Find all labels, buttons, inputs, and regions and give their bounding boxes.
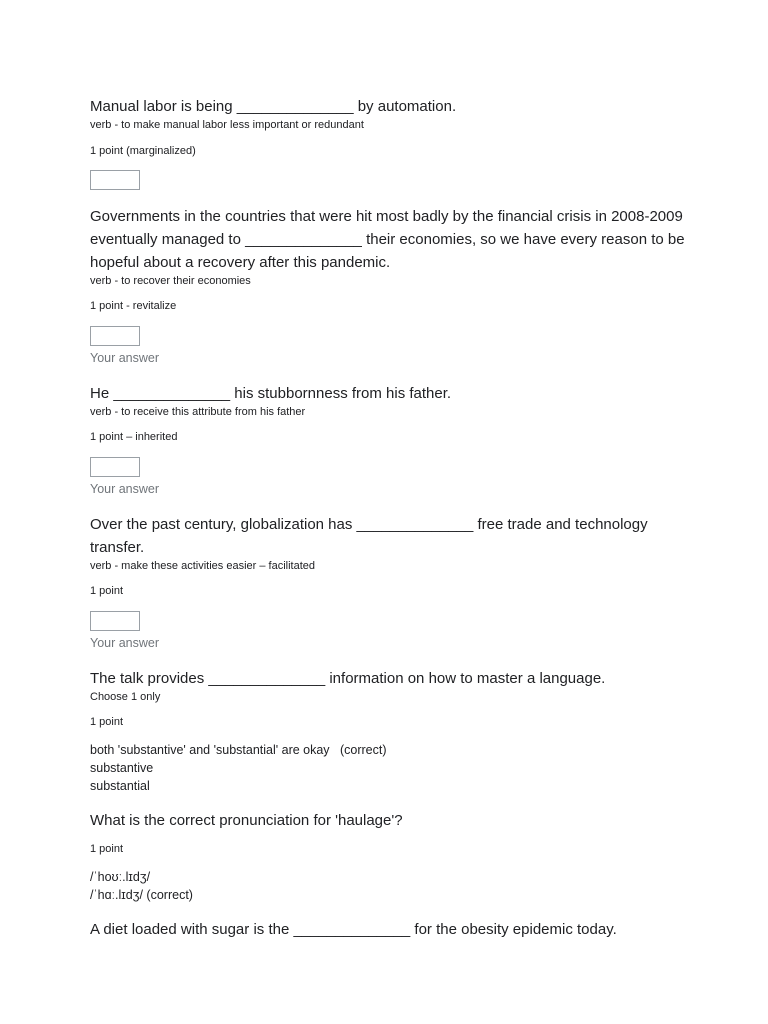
quiz-form bbox=[90, 95, 690, 941]
question-7 bbox=[90, 918, 690, 941]
answer-placeholder: Your answer bbox=[90, 351, 160, 365]
question-2 bbox=[90, 205, 690, 366]
option-item[interactable]: both 'substantive' and 'substantial' are okay (correct) bbox=[90, 743, 387, 757]
answer-input[interactable] bbox=[90, 170, 140, 190]
question-title: Governments in the countries that were hit most badly by the financial crisis in 2008-2009 eventually managed to ______________ their economies, so we have every reason to be hopeful about a recovery after this pandemic. bbox=[90, 208, 685, 271]
question-description: Choose 1 only bbox=[90, 691, 161, 703]
question-title: A diet loaded with sugar is the ______________ for the obesity epidemic today. bbox=[90, 921, 617, 938]
question-title: He ______________ his stubbornness from his father. bbox=[90, 385, 452, 402]
option-item[interactable]: /ˈhɑː.lɪdʒ/ (correct) bbox=[90, 888, 193, 902]
question-points: 1 point - revitalize bbox=[90, 300, 177, 312]
question-title: The talk provides ______________ information on how to master a language. bbox=[90, 670, 606, 687]
answer-placeholder: Your answer bbox=[90, 636, 160, 650]
question-points: 1 point (marginalized) bbox=[90, 145, 196, 157]
question-6 bbox=[90, 809, 690, 904]
option-item[interactable]: /ˈhoʊː.lɪdʒ/ bbox=[90, 870, 151, 884]
answer-placeholder: Your answer bbox=[90, 482, 160, 496]
answer-input[interactable] bbox=[90, 326, 140, 346]
question-title: Manual labor is being ______________ by automation. bbox=[90, 98, 457, 115]
question-5 bbox=[90, 667, 690, 795]
question-points: 1 point bbox=[90, 585, 124, 597]
option-item[interactable]: substantial bbox=[90, 779, 150, 793]
question-1 bbox=[90, 95, 690, 190]
options-list bbox=[90, 868, 690, 904]
question-description: verb - to receive this attribute from his father bbox=[90, 406, 306, 418]
question-points: 1 point – inherited bbox=[90, 431, 178, 443]
question-4 bbox=[90, 513, 690, 651]
option-item[interactable]: substantive bbox=[90, 761, 154, 775]
question-3 bbox=[90, 382, 690, 497]
answer-input[interactable] bbox=[90, 611, 140, 631]
question-description: verb - make these activities easier – facilitated bbox=[90, 560, 315, 572]
question-description: verb - to make manual labor less important or redundant bbox=[90, 119, 364, 131]
question-title: What is the correct pronunciation for 'haulage'? bbox=[90, 812, 403, 829]
answer-input[interactable] bbox=[90, 457, 140, 477]
options-list bbox=[90, 741, 690, 795]
question-points: 1 point bbox=[90, 716, 124, 728]
question-title: Over the past century, globalization has ______________ free trade and technology transfer. bbox=[90, 516, 648, 556]
question-points: 1 point bbox=[90, 843, 124, 855]
question-description: verb - to recover their economies bbox=[90, 275, 251, 287]
